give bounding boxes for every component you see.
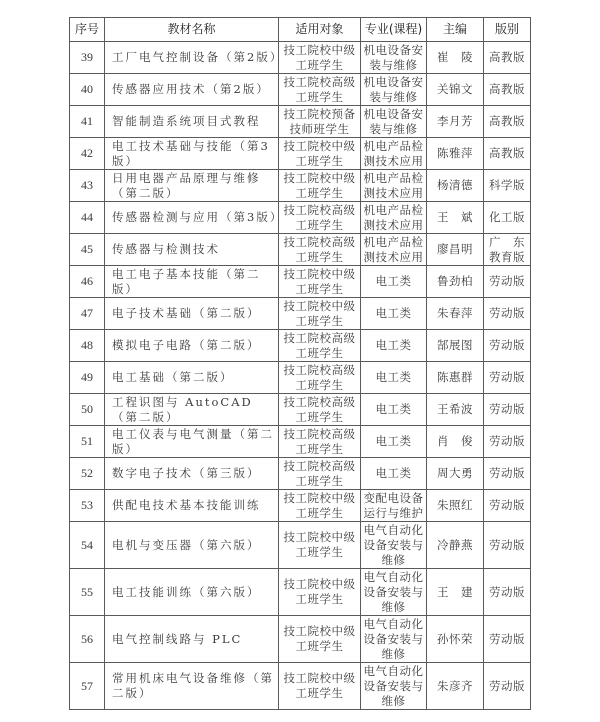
- cell-target-line: 工班学生: [295, 57, 344, 72]
- cell-major: [361, 266, 427, 298]
- cell-major-line: 变配电设备: [363, 490, 424, 505]
- cell-major: [361, 330, 427, 362]
- cell-target-line: 技工院校高级: [283, 74, 356, 89]
- cell-index: 44: [70, 202, 105, 234]
- table-row: [70, 663, 531, 710]
- cell-major-line: 测技术应用: [363, 249, 424, 264]
- cell-major-line: 机电设备安: [363, 42, 424, 57]
- cell-target: [279, 74, 361, 106]
- cell-editor: 朱春萍: [427, 298, 484, 330]
- cell-title: [105, 616, 279, 663]
- cell-major-line: 电气自动化: [363, 663, 424, 678]
- cell-major: [361, 522, 427, 569]
- cell-target-line: 技工院校中级: [283, 490, 356, 505]
- cell-major-line: 设备安装与: [363, 678, 424, 693]
- cell-target-line: 技工院校中级: [283, 266, 356, 281]
- cell-major-line: 电工类: [375, 434, 412, 448]
- cell-major-line: 维修: [381, 599, 406, 614]
- cell-publisher: [484, 138, 531, 170]
- cell-editor: 朱照红: [427, 490, 484, 522]
- cell-major: [361, 394, 427, 426]
- cell-target-line: 工班学生: [295, 281, 344, 296]
- cell-title-line: 电工仪表与电气测量（第二版）: [112, 426, 274, 456]
- cell-target-line: 技工院校预备: [283, 106, 356, 121]
- cell-title-line: 传感器应用技术（第2版）: [112, 82, 270, 96]
- cell-target-line: 技工院校高级: [283, 330, 356, 345]
- cell-publisher: [484, 663, 531, 710]
- cell-title: [105, 330, 279, 362]
- cell-major-line: 电工类: [375, 466, 412, 480]
- cell-major-line: 机电产品检: [363, 138, 424, 153]
- cell-major-line: 机电产品检: [363, 234, 424, 249]
- cell-index: 49: [70, 362, 105, 394]
- cell-title-line: 工厂电气控制设备（第2版）: [112, 50, 284, 64]
- cell-target: [279, 42, 361, 74]
- cell-index: 41: [70, 106, 105, 138]
- table-row: [70, 170, 531, 202]
- cell-title: [105, 362, 279, 394]
- cell-index: 40: [70, 74, 105, 106]
- cell-title-line: 智能制造系统项目式教程: [112, 114, 261, 128]
- cell-editor: 陈惠群: [427, 362, 484, 394]
- cell-title: [105, 42, 284, 74]
- cell-major-line: 设备安装与: [363, 631, 424, 646]
- cell-target: [279, 138, 361, 170]
- cell-target: [279, 616, 361, 663]
- cell-editor: 廖昌明: [427, 234, 484, 266]
- cell-target: [279, 569, 361, 616]
- cell-major-line: 电工类: [375, 402, 412, 416]
- cell-major-line: 装与维修: [369, 57, 418, 72]
- cell-title-line: 电气控制线路与 PLC: [112, 631, 243, 646]
- cell-publisher-line: 劳动版: [489, 631, 525, 646]
- cell-title: [105, 490, 279, 522]
- cell-publisher: [484, 458, 531, 490]
- header-index: 序号: [70, 18, 105, 42]
- cell-publisher-line: 劳动版: [489, 274, 525, 288]
- cell-major-line: 电工类: [375, 338, 412, 352]
- cell-editor: 王希波: [427, 394, 484, 426]
- cell-major-line: 机电设备安: [363, 106, 424, 121]
- cell-title-line: 电机与变压器（第六版）: [112, 537, 261, 552]
- cell-target-line: 技工院校高级: [283, 458, 356, 473]
- cell-index: 57: [70, 663, 105, 710]
- cell-publisher: [484, 616, 531, 663]
- table-row: [70, 298, 531, 330]
- cell-major: [361, 234, 427, 266]
- header-major: 专业(课程): [361, 18, 427, 42]
- cell-target-line: 工班学生: [295, 545, 344, 559]
- table-row: [70, 394, 531, 426]
- cell-target-line: 技工院校中级: [283, 624, 356, 638]
- cell-target-line: 技工院校中级: [283, 170, 356, 185]
- cell-major-line: 装与维修: [369, 89, 418, 104]
- cell-title-line: 传感器检测与应用（第3版）: [112, 210, 284, 224]
- cell-publisher-line: 广 东: [489, 234, 525, 249]
- cell-title: [105, 74, 279, 106]
- cell-major: [361, 663, 427, 710]
- cell-publisher-line: 科学版: [489, 178, 525, 192]
- cell-editor: 鲁劲柏: [427, 266, 484, 298]
- cell-publisher: [484, 42, 531, 74]
- cell-publisher-line: 化工版: [489, 210, 525, 224]
- cell-major: [361, 74, 427, 106]
- cell-major: [361, 138, 427, 170]
- table-row: [70, 616, 531, 663]
- cell-target: [279, 522, 361, 569]
- cell-major-line: 机电产品检: [363, 170, 424, 185]
- cell-title: [105, 202, 284, 234]
- cell-title-line: 电工基础（第二版）: [112, 370, 234, 384]
- cell-target-line: 技工院校高级: [283, 362, 356, 377]
- cell-target-line: 工班学生: [295, 505, 344, 520]
- cell-target-line: 工班学生: [295, 89, 344, 104]
- cell-editor: 陈雅萍: [427, 138, 484, 170]
- cell-major: [361, 106, 427, 138]
- header-row: [70, 18, 531, 42]
- cell-major-line: 机电产品检: [363, 202, 424, 217]
- cell-major: [361, 42, 427, 74]
- cell-editor: 关锦文: [427, 74, 484, 106]
- cell-target: [279, 234, 361, 266]
- cell-title: [105, 106, 279, 138]
- cell-title: [105, 569, 279, 616]
- cell-index: 56: [70, 616, 105, 663]
- table-row: [70, 42, 531, 74]
- cell-target-line: 技工院校高级: [283, 394, 356, 409]
- cell-target-line: 技工院校中级: [283, 671, 356, 685]
- cell-publisher: [484, 490, 531, 522]
- cell-major: [361, 202, 427, 234]
- cell-major-line: 设备安装与: [363, 537, 424, 552]
- cell-target: [279, 170, 361, 202]
- cell-publisher: [484, 330, 531, 362]
- cell-target-line: 技工院校高级: [283, 234, 356, 249]
- cell-index: 48: [70, 330, 105, 362]
- cell-publisher: [484, 394, 531, 426]
- cell-index: 51: [70, 426, 105, 458]
- cell-target: [279, 394, 361, 426]
- cell-target-line: 技工院校高级: [283, 202, 356, 217]
- cell-title-line: 电子技术基础（第二版）: [112, 306, 261, 320]
- table-row: [70, 266, 531, 298]
- cell-target-line: 技工院校高级: [283, 426, 356, 441]
- cell-publisher-line: 劳动版: [489, 678, 525, 693]
- cell-publisher-line: 高教版: [489, 82, 525, 96]
- cell-editor: 王 斌: [427, 202, 484, 234]
- cell-editor: 王 建: [427, 569, 484, 616]
- cell-title-line: 工程识图与 AutoCAD（第二版）: [112, 394, 253, 424]
- cell-major-line: 电气自动化: [363, 616, 424, 631]
- header-editor: 主编: [427, 18, 484, 42]
- cell-target-line: 工班学生: [295, 686, 344, 700]
- cell-publisher-line: 劳动版: [489, 402, 525, 416]
- cell-index: 55: [70, 569, 105, 616]
- cell-major-line: 测技术应用: [363, 153, 424, 168]
- cell-publisher-line: 高教版: [489, 50, 525, 64]
- cell-publisher: [484, 234, 531, 266]
- cell-target-line: 技工院校中级: [283, 138, 356, 153]
- cell-title: [105, 234, 279, 266]
- cell-title-line: 电工技能训练（第六版）: [112, 584, 261, 599]
- cell-index: 39: [70, 42, 105, 74]
- cell-editor: 李月芳: [427, 106, 484, 138]
- cell-publisher-line: 劳动版: [489, 306, 525, 320]
- cell-major: [361, 170, 427, 202]
- cell-major-line: 装与维修: [369, 121, 418, 136]
- cell-publisher-line: 劳动版: [489, 498, 525, 512]
- cell-major-line: 维修: [381, 693, 406, 708]
- cell-title: [105, 426, 279, 458]
- cell-major-line: 电工类: [375, 370, 412, 384]
- cell-target-line: 工班学生: [295, 441, 344, 456]
- cell-major: [361, 616, 427, 663]
- cell-title: [105, 138, 279, 170]
- cell-title: [105, 458, 279, 490]
- cell-title: [105, 522, 279, 569]
- cell-title: [105, 266, 279, 298]
- cell-publisher: [484, 522, 531, 569]
- cell-major: [361, 298, 427, 330]
- cell-title-line: 传感器与检测技术: [112, 242, 220, 256]
- cell-major: [361, 362, 427, 394]
- table-row: [70, 202, 531, 234]
- cell-publisher-line: 劳动版: [489, 370, 525, 384]
- cell-title: [105, 170, 279, 202]
- cell-index: 54: [70, 522, 105, 569]
- cell-major-line: 测技术应用: [363, 185, 424, 200]
- cell-index: 47: [70, 298, 105, 330]
- table-row: [70, 138, 531, 170]
- cell-publisher: [484, 298, 531, 330]
- cell-target-line: 工班学生: [295, 313, 344, 328]
- header-title: 教材名称: [105, 18, 279, 42]
- cell-publisher-line: 教育版: [489, 249, 525, 264]
- cell-editor: 周大勇: [427, 458, 484, 490]
- cell-title-line: 日用电器产品原理与维修: [112, 170, 261, 185]
- cell-major-line: 维修: [381, 646, 406, 661]
- cell-target-line: 工班学生: [295, 217, 344, 232]
- cell-target-line: 技工院校中级: [283, 530, 356, 544]
- cell-target: [279, 362, 361, 394]
- cell-target: [279, 266, 361, 298]
- cell-target-line: 工班学生: [295, 592, 344, 606]
- cell-publisher-line: 高教版: [489, 146, 525, 160]
- table-row: [70, 458, 531, 490]
- cell-publisher-line: 高教版: [489, 114, 525, 128]
- cell-major-line: 设备安装与: [363, 584, 424, 599]
- cell-major-line: 电工类: [375, 274, 412, 288]
- table-row: [70, 522, 531, 569]
- cell-target-line: 工班学生: [295, 409, 344, 424]
- cell-editor: 杨清德: [427, 170, 484, 202]
- cell-publisher-line: 劳动版: [489, 584, 525, 599]
- cell-index: 52: [70, 458, 105, 490]
- cell-title-line: 数字电子技术（第三版）: [112, 466, 261, 480]
- cell-editor: 孙怀荣: [427, 616, 484, 663]
- table-row: [70, 330, 531, 362]
- cell-index: 46: [70, 266, 105, 298]
- cell-editor: 崔 陵: [427, 42, 484, 74]
- cell-target: [279, 490, 361, 522]
- cell-target-line: 工班学生: [295, 639, 344, 653]
- cell-publisher: [484, 362, 531, 394]
- cell-target-line: 技师班学生: [289, 121, 350, 136]
- cell-target-line: 工班学生: [295, 249, 344, 264]
- cell-title-line: 供配电技术基本技能训练: [112, 498, 261, 512]
- cell-target: [279, 458, 361, 490]
- table-row: [70, 362, 531, 394]
- cell-title-line: 电工技术基础与技能（第3版）: [112, 138, 270, 168]
- cell-publisher: [484, 202, 531, 234]
- cell-editor: 朱彦齐: [427, 663, 484, 710]
- cell-major: [361, 569, 427, 616]
- cell-major-line: 维修: [381, 552, 406, 567]
- cell-index: 45: [70, 234, 105, 266]
- cell-major-line: 电气自动化: [363, 569, 424, 584]
- cell-target: [279, 663, 361, 710]
- table-row: [70, 569, 531, 616]
- cell-target-line: 技工院校中级: [283, 577, 356, 591]
- cell-target: [279, 330, 361, 362]
- cell-major: [361, 426, 427, 458]
- cell-target-line: 工班学生: [295, 473, 344, 488]
- table-row: [70, 106, 531, 138]
- cell-major-line: 机电设备安: [363, 74, 424, 89]
- cell-major-line: 测技术应用: [363, 217, 424, 232]
- cell-title-line: 常用机床电气设备维修（第二版）: [112, 671, 274, 700]
- cell-title-line: （第二版）: [112, 185, 180, 200]
- cell-publisher: [484, 170, 531, 202]
- cell-index: 42: [70, 138, 105, 170]
- cell-index: 43: [70, 170, 105, 202]
- cell-major: [361, 458, 427, 490]
- cell-target: [279, 106, 361, 138]
- cell-major: [361, 490, 427, 522]
- cell-index: 50: [70, 394, 105, 426]
- cell-publisher-line: 劳动版: [489, 338, 525, 352]
- cell-major-line: 电工类: [375, 306, 412, 320]
- cell-target-line: 工班学生: [295, 377, 344, 392]
- cell-title: [105, 394, 279, 426]
- table-row: [70, 490, 531, 522]
- cell-publisher-line: 劳动版: [489, 466, 525, 480]
- cell-index: 53: [70, 490, 105, 522]
- cell-title-line: 模拟电子电路（第二版）: [112, 338, 261, 352]
- cell-publisher: [484, 426, 531, 458]
- cell-major-line: 运行与维护: [363, 505, 424, 520]
- cell-title: [105, 663, 279, 710]
- header-target: 适用对象: [279, 18, 361, 42]
- table-row: [70, 234, 531, 266]
- cell-target: [279, 426, 361, 458]
- cell-target-line: 技工院校中级: [283, 298, 356, 313]
- cell-target-line: 技工院校中级: [283, 42, 356, 57]
- cell-publisher: [484, 266, 531, 298]
- cell-editor: 郜展图: [427, 330, 484, 362]
- cell-publisher: [484, 569, 531, 616]
- cell-target: [279, 298, 361, 330]
- cell-target-line: 工班学生: [295, 185, 344, 200]
- cell-major-line: 电气自动化: [363, 522, 424, 537]
- cell-title-line: 电工电子基本技能（第二版）: [112, 266, 261, 296]
- table-row: [70, 426, 531, 458]
- cell-target-line: 工班学生: [295, 153, 344, 168]
- cell-title: [105, 298, 279, 330]
- cell-editor: 肖 俊: [427, 426, 484, 458]
- cell-publisher: [484, 106, 531, 138]
- cell-target: [279, 202, 361, 234]
- cell-publisher-line: 劳动版: [489, 537, 525, 552]
- cell-publisher: [484, 74, 531, 106]
- textbook-table: [69, 17, 531, 710]
- table-row: [70, 74, 531, 106]
- header-publisher: 版别: [484, 18, 531, 42]
- cell-editor: 冷静燕: [427, 522, 484, 569]
- cell-target-line: 工班学生: [295, 345, 344, 360]
- cell-publisher-line: 劳动版: [489, 434, 525, 448]
